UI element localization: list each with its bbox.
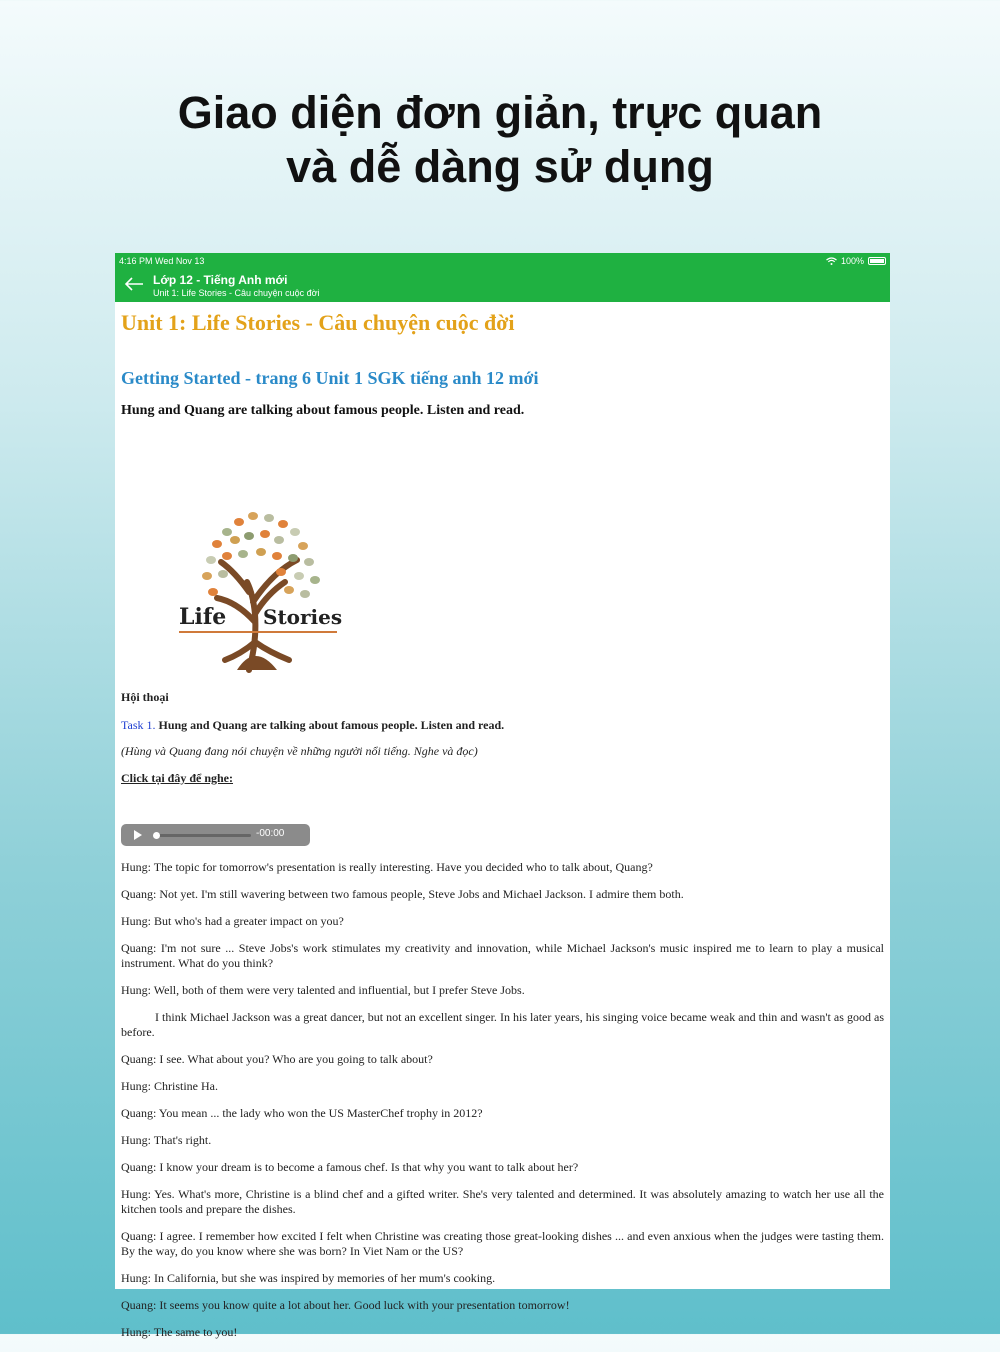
dialogue-line: Quang: Not yet. I'm still wavering between two famous people, Steve Jobs and Michael Jackson. I admire them both. [121,887,684,901]
dialogue-heading: Hội thoại [121,690,169,704]
dialogue-line: Hung: That's right. [121,1133,212,1147]
play-icon[interactable] [134,830,142,840]
task-text: Hung and Quang are talking about famous people. Listen and read. [155,718,505,732]
battery-percent: 100% [840,256,864,266]
dialogue-line: Hung: The topic for tomorrow's presentation is really interesting. Have you decided who to talk about, Quang? [121,860,653,874]
audio-time: -00:00 [256,828,285,839]
dialogue-line: Hung: In California, but she was inspired by memories of her mum's cooking. [121,1271,496,1285]
battery-icon [868,257,886,265]
dialogue-line: Hung: The same to you! [121,1325,238,1339]
app-bar-subtitle: Unit 1: Life Stories - Câu chuyện cuộc đời [153,288,320,298]
promo-headline [0,86,1000,194]
dialogue-line: Quang: I'm not sure ... Steve Jobs's work stimulates my creativity and innovation, while Michael Jackson's music inspired me to learn to play a musical instrument. What do you think? [121,941,884,970]
app-bar [115,253,890,302]
dialogue-line: Hung: Well, both of them were very talented and influential, but I prefer Steve Jobs. [121,983,525,997]
status-time: 4:16 PM Wed Nov 13 [119,256,205,266]
logo-text: Life [179,604,227,630]
app-bar-title: Lớp 12 - Tiếng Anh mới [153,273,288,287]
dialogue-line: Quang: It seems you know quite a lot about her. Good luck with your presentation tomorrow! [121,1298,570,1312]
status-indicators [826,256,886,266]
wifi-icon [826,257,837,265]
task-1 [121,718,504,733]
dialogue-list [121,860,884,1352]
article-content [121,302,884,1339]
dialogue-line: Hung: Yes. What's more, Christine is a blind chef and a gifted writer. She's very talented and determined. It was absolutely amazing to watch her use all the kitchen tools and prepare the dishes. [121,1187,884,1216]
life-stories-tree-logo [177,502,357,672]
dialogue-line: Quang: I know your dream is to become a famous chef. Is that why you want to talk about her? [121,1160,579,1174]
unit-title: Unit 1: Life Stories - Câu chuyện cuộc đời [121,310,515,335]
dialogue-line: Quang: You mean ... the lady who won the US MasterChef trophy in 2012? [121,1106,483,1120]
dialogue-line: Hung: Christine Ha. [121,1079,218,1093]
task-label: Task 1. [121,718,156,732]
headline-line-1: Giao diện đơn giản, trực quan [177,87,823,138]
section-title: Getting Started - trang 6 Unit 1 SGK tiếng anh 12 mới [121,368,539,388]
dialogue-line: I think Michael Jackson was a great dancer, but not an excellent singer. In his later years, his singing voice became weak and thin and wasn't as good as before. [121,1010,884,1039]
listen-link[interactable]: Click tại đây để nghe: [121,771,234,785]
audio-progress-thumb[interactable] [153,832,160,839]
dialogue-line: Quang: I agree. I remember how excited I felt when Christine was creating those great-looking dishes ... and even anxious when the judges were tasting them. By the way, do you know where she was born? In Viet Nam or the US? [121,1229,884,1258]
device-screen [115,253,890,1339]
dialogue-line: Quang: I see. What about you? Who are you going to talk about? [121,1052,433,1066]
dialogue-line: Hung: But who's had a greater impact on you? [121,914,344,928]
headline-line-2: và dễ dàng sử dụng [286,141,714,192]
back-arrow-icon[interactable] [124,276,144,292]
task-translation: (Hùng và Quang đang nói chuyện về những người nổi tiếng. Nghe và đọc) [121,744,478,758]
intro-text: Hung and Quang are talking about famous people. Listen and read. [121,403,525,418]
audio-progress-track[interactable] [155,834,251,837]
svg-text:Stories: Stories [263,605,343,629]
audio-player [121,824,310,846]
